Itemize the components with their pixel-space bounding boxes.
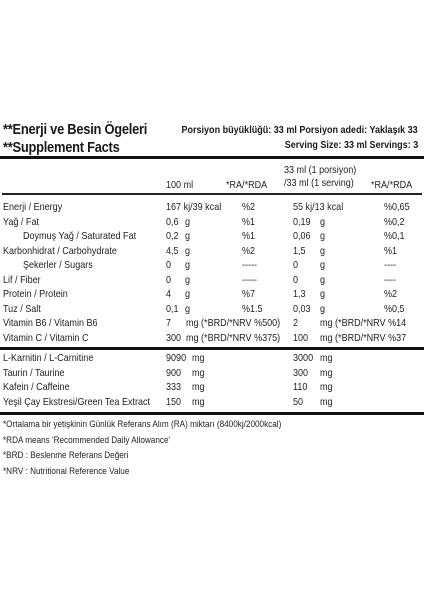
rda-100ml: mg (*BRD/*NRV %500) <box>186 317 281 329</box>
active-name: Kafein / Caffeine <box>3 381 70 393</box>
footnote: *RDA means 'Recommended Daily Allowance' <box>3 434 171 446</box>
ra-100ml: %7 <box>242 288 256 300</box>
vitamin-name: Vitamin C / Vitamin C <box>3 331 89 344</box>
value-portion: 55 kj/13 kcal <box>293 201 344 213</box>
value-portion: 50 <box>293 395 304 408</box>
unit-100ml: g <box>185 288 191 300</box>
unit-100ml: g <box>185 302 191 315</box>
value-portion: 100 <box>293 331 309 344</box>
top-rule <box>0 156 424 159</box>
unit-portion: mg <box>320 395 333 408</box>
serving-info-tr: Porsiyon büyüklüğü: 33 ml Porsiyon adedi: Yaklaşık 33 <box>181 124 418 136</box>
ra-portion: %0,2 <box>384 215 405 228</box>
header-ra-portion: *RA/*RDA <box>371 179 413 191</box>
value-100ml: 4 <box>166 288 172 300</box>
unit-100ml: g <box>185 259 191 271</box>
header-portion-tr: 33 ml (1 porsiyon) <box>284 164 357 176</box>
middle-rule <box>0 347 424 350</box>
active-name: Yeşil Çay Ekstresi/Green Tea Extract <box>3 395 151 408</box>
nutrient-name: Enerji / Energy <box>3 201 63 213</box>
title-en: **Supplement Facts <box>3 139 120 156</box>
ra-100ml: %1.5 <box>242 302 263 315</box>
value-portion: 300 <box>293 366 309 379</box>
unit-portion: mg <box>320 352 333 364</box>
value-portion: 0 <box>293 273 299 286</box>
unit-portion: g <box>320 215 326 228</box>
nutrient-name: Lif / Fiber <box>3 273 41 286</box>
unit-100ml: g <box>185 273 191 286</box>
value-100ml: 300 <box>166 331 182 344</box>
ra-portion: %0,5 <box>384 302 405 315</box>
value-portion: 110 <box>293 381 308 393</box>
serving-info-en: Serving Size: 33 ml Servings: 3 <box>284 139 418 151</box>
ra-100ml: %2 <box>242 244 256 257</box>
ra-100ml: ----- <box>242 273 258 286</box>
ra-portion: ---- <box>384 273 397 286</box>
value-portion: 3000 <box>293 352 314 364</box>
ra-portion: %0,1 <box>384 230 405 242</box>
bottom-rule <box>0 412 424 415</box>
footnote: *Ortalama bir yetişkinin Günlük Referans Alım (RA) miktarı (8400kj/2000kcal) <box>3 419 282 430</box>
nutrient-name: Doymuş Yağ / Saturated Fat <box>23 230 137 242</box>
header-portion-en: /33 ml (1 serving) <box>284 177 354 189</box>
unit-100ml: mg <box>192 366 205 379</box>
nutrient-name: Tuz / Salt <box>3 302 41 315</box>
value-100ml: 333 <box>166 381 182 393</box>
ra-100ml: %1 <box>242 230 256 242</box>
value-100ml: 150 <box>166 395 182 408</box>
unit-portion: mg <box>320 366 333 379</box>
header-ra-100ml: *RA/*RDA <box>226 179 268 191</box>
unit-portion: g <box>320 259 326 271</box>
rda-100ml: mg (*BRD/*NRV %375) <box>186 331 281 344</box>
value-100ml: 167 kj/39 kcal <box>166 201 222 213</box>
nutrient-name: Yağ / Fat <box>3 215 39 228</box>
value-100ml: 0,1 <box>166 302 179 315</box>
value-100ml: 0,2 <box>166 230 179 242</box>
value-portion: 2 <box>293 317 299 329</box>
ra-portion: %2 <box>384 288 398 300</box>
active-name: Taurin / Taurine <box>3 366 65 379</box>
unit-100ml: g <box>185 230 191 242</box>
active-name: L-Karnitin / L-Carnitine <box>3 352 94 364</box>
value-portion: 0,06 <box>293 230 311 242</box>
value-100ml: 4,5 <box>166 244 179 257</box>
value-portion: 0,03 <box>293 302 311 315</box>
rda-portion: mg (*BRD/*NRV %14 <box>320 317 407 329</box>
value-100ml: 0 <box>166 259 172 271</box>
unit-100ml: mg <box>192 352 205 364</box>
value-100ml: 9090 <box>166 352 187 364</box>
nutrient-name: Karbonhidrat / Carbohydrate <box>3 244 117 257</box>
value-100ml: 0 <box>166 273 172 286</box>
ra-100ml: %1 <box>242 215 256 228</box>
header-100ml: 100 ml <box>166 179 194 191</box>
ra-100ml: ----- <box>242 259 258 271</box>
unit-100ml: g <box>185 215 191 228</box>
unit-portion: g <box>320 230 326 242</box>
title-tr: **Enerji ve Besin Ögeleri <box>3 121 148 138</box>
value-100ml: 0,6 <box>166 215 179 228</box>
nutrient-name: Şekerler / Sugars <box>23 259 93 271</box>
header-rule <box>2 193 422 195</box>
value-portion: 0,19 <box>293 215 311 228</box>
value-100ml: 7 <box>166 317 172 329</box>
value-portion: 0 <box>293 259 299 271</box>
ra-portion: %1 <box>384 244 398 257</box>
unit-portion: g <box>320 288 326 300</box>
unit-100ml: mg <box>192 381 205 393</box>
ra-100ml: %2 <box>242 201 256 213</box>
ra-portion: %0,65 <box>384 201 410 213</box>
unit-100ml: g <box>185 244 191 257</box>
unit-portion: g <box>320 273 326 286</box>
unit-portion: mg <box>320 381 333 393</box>
footnote: *BRD : Beslenme Referans Değeri <box>3 450 129 461</box>
value-100ml: 900 <box>166 366 182 379</box>
value-portion: 1,3 <box>293 288 306 300</box>
unit-100ml: mg <box>192 395 205 408</box>
vitamin-name: Vitamin B6 / Vitamin B6 <box>3 317 98 329</box>
ra-portion: ---- <box>384 259 397 271</box>
unit-portion: g <box>320 302 326 315</box>
footnote: *NRV : Nutritional Reference Value <box>3 465 130 477</box>
nutrient-name: Protein / Protein <box>3 288 68 300</box>
unit-portion: g <box>320 244 326 257</box>
rda-portion: mg (*BRD/*NRV %37 <box>320 331 407 344</box>
value-portion: 1,5 <box>293 244 306 257</box>
